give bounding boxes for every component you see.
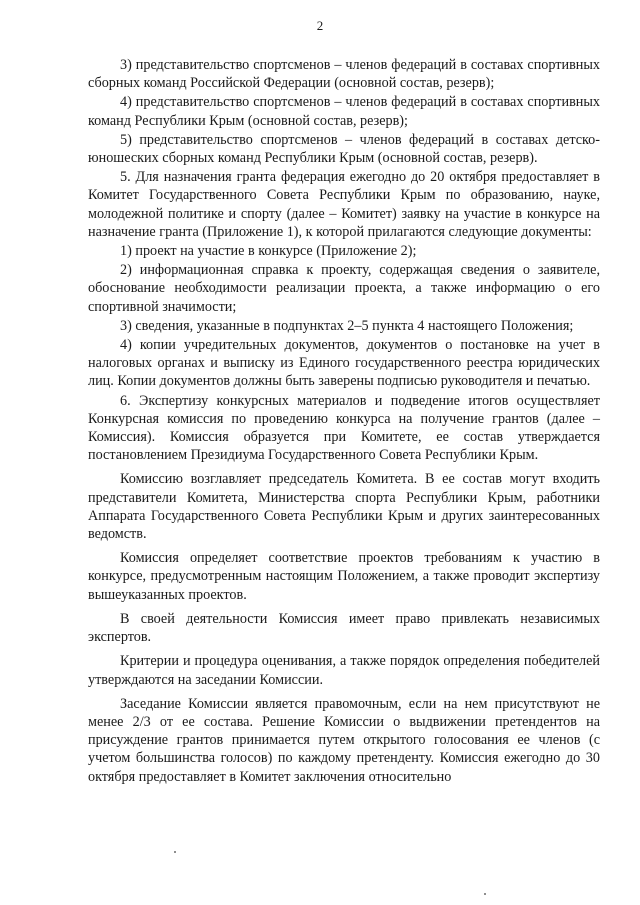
paragraph-doc-4: 4) копии учредительных документов, документов о постановке на учет в налоговых органах и выписку из Единого государственного реестра юридических лиц. Копии документов должны быть заверены подписью руководителя и печатью. — [88, 337, 600, 390]
paragraph-criteria: Критерии и процедура оценивания, а также порядок определения победителей утверждаются на заседании Комиссии. — [88, 653, 600, 688]
paragraph-doc-2: 2) информационная справка к проекту, содержащая сведения о заявителе, обоснование необходимости реализации проекта, а также информацию о его спортивной значимости; — [88, 262, 600, 315]
paragraph-doc-3: 3) сведения, указанные в подпунктах 2–5 пункта 4 настоящего Положения; — [120, 317, 574, 334]
paragraph-commission-role: Комиссия определяет соответствие проектов требованиям к участию в конкурсе, предусмотренным настоящим Положением, а также проводит экспертизу вышеуказанных проектов. — [88, 550, 600, 603]
scan-speck — [174, 851, 176, 853]
paragraph-clause-5: 5. Для назначения гранта федерация ежегодно до 20 октября предоставляет в Комитет Государственного Совета Республики Крым по образованию, науке, молодежной политике и спорту (далее – Комитет) заявку на участие в конкурсе на назначение гранта (Приложение 1), к которой прилагаются следующие документы: — [88, 169, 600, 240]
paragraph-item-5: 5) представительство спортсменов – членов федераций в составах детско-юношеских сборных команд Республики Крым (основной состав, резерв). — [88, 131, 600, 167]
page-number: 2 — [316, 18, 324, 33]
paragraph-doc-1: 1) проект на участие в конкурсе (Приложение 2); — [120, 243, 417, 260]
paragraph-commission-head: Комиссию возглавляет председатель Комитета. В ее состав могут входить представители Комитета, Министерства спорта Республики Крым, работники Аппарата Государственного Совета Республики Крым и других заинтересованных ведомств. — [88, 471, 600, 543]
scan-speck — [484, 893, 486, 895]
paragraph-meeting: Заседание Комиссии является правомочным, если на нем присутствуют не менее 2/3 от ее состава. Решение Комиссии о выдвижении претендентов на присуждение грантов принимается путем открытого голосования ее членов (с учетом большинства голосов) по каждому претенденту. Комиссия ежегодно до 30 октября предоставляет в Комитет заключения относительно — [88, 695, 600, 785]
paragraph-item-3: 3) представительство спортсменов – членов федераций в составах спортивных сборных команд Российской Федерации (основной состав, резерв); — [88, 57, 600, 92]
document-body — [88, 56, 600, 790]
paragraph-experts: В своей деятельности Комиссия имеет право привлекать независимых экспертов. — [88, 610, 600, 646]
paragraph-item-4: 4) представительство спортсменов – членов федераций в составах спортивных команд Республики Крым (основной состав, резерв); — [88, 94, 600, 129]
paragraph-clause-6: 6. Экспертизу конкурсных материалов и подведение итогов осуществляет Конкурсная комиссия по проведению конкурса на получение грантов (далее – Комиссия). Комиссия образуется при Комитете, ее состав утверждается постановлением Президиума Государственного Совета Республики Крым. — [88, 392, 600, 464]
